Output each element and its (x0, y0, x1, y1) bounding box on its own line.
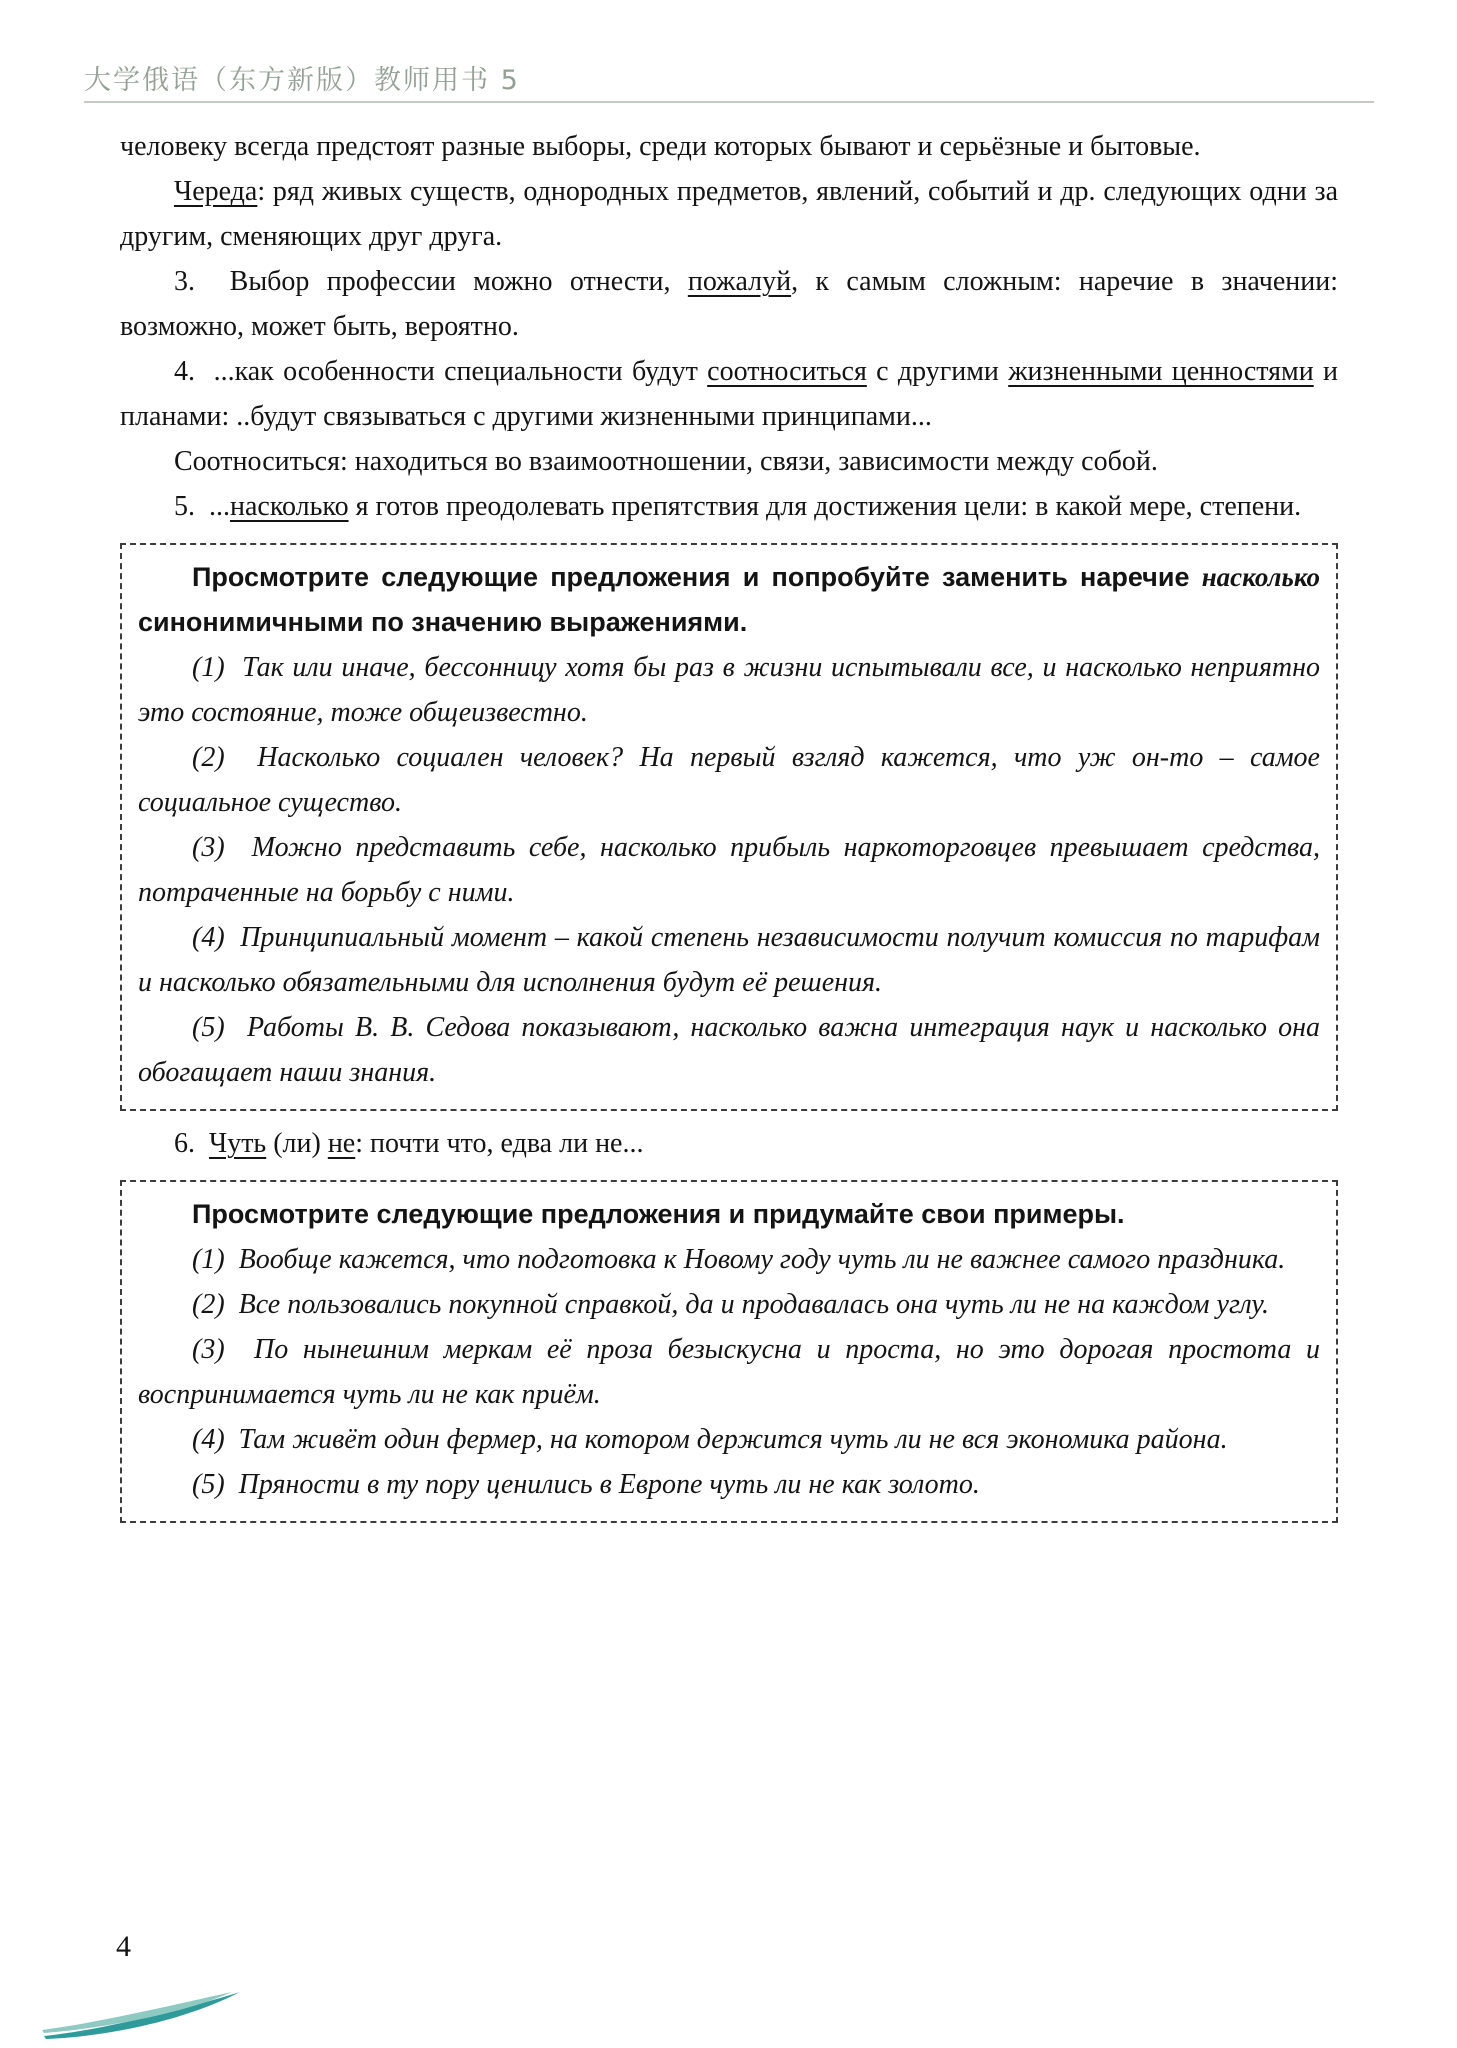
text-segment: жизненными ценностями (1008, 356, 1314, 387)
text-segment: соотноситься (707, 356, 867, 387)
exercise-example-list (138, 645, 1320, 1095)
paragraph (120, 124, 1338, 169)
text-segment: : ряд живых существ, однородных предметов, явлений, событий и др. следующих одни за другим, сменяющих друг друга. (120, 176, 1338, 252)
paragraph (120, 169, 1338, 259)
example-sentence: (1) Вообще кажется, что подготовка к Новому году чуть ли не важнее самого праздника. (192, 1244, 1286, 1275)
text-segment: насколько (230, 491, 349, 522)
text-segment: насколько (1201, 562, 1320, 592)
header-divider (84, 101, 1374, 103)
text-segment: я готов преодолевать препятствия для достижения цели: в какой мере, степени. (348, 491, 1302, 522)
text-segment: 4. ...как особенности специальности будут (174, 356, 708, 387)
text-segment: человеку всегда предстоят разные выборы, среди которых бывают и серьёзные и бытовые. (120, 131, 1201, 162)
text-segment: и планами: ..будут связываться с другими жизненными принципами... (120, 356, 1338, 432)
paragraph (120, 439, 1338, 484)
example-sentence: (4) Принципиальный момент – какой степень независимости получит комиссия по тарифам и насколько обязательными для исполнения будут её решения. (138, 922, 1320, 998)
text-segment: синонимичными по значению выражениями. (138, 607, 748, 637)
text-segment: (ли) (266, 1128, 328, 1159)
text-segment: Просмотрите следующие предложения и придумайте свои примеры. (192, 1199, 1125, 1229)
example-sentence: (3) По нынешним меркам её проза безыскусна и проста, но это дорогая простота и воспринимается чуть ли не как приём. (138, 1334, 1320, 1410)
exercise-example-list (138, 1237, 1320, 1507)
paragraph (120, 484, 1338, 529)
page-number: 4 (116, 1930, 131, 1963)
text-segment: Соотноситься: находиться во взаимоотношении, связи, зависимости между собой. (174, 446, 1158, 477)
example-sentence: (2) Насколько социален человек? На первый взгляд кажется, что уж он-то – самое социальное существо. (138, 742, 1320, 818)
text-segment: 5. ... (174, 491, 230, 522)
example-sentence: (1) Так или иначе, бессонницу хотя бы раз в жизни испытывали все, и насколько неприятно это состояние, тоже общеизвестно. (138, 652, 1320, 728)
example-sentence: (5) Пряности в ту пору ценились в Европе чуть ли не как золото. (192, 1469, 980, 1500)
exercise-box-naskolko (120, 543, 1338, 1111)
exercise-box-chut-li-ne (120, 1180, 1338, 1523)
text-segment: 3. Выбор профессии можно отнести, (174, 266, 688, 297)
text-segment: Чуть (209, 1128, 267, 1159)
text-segment: с другими (866, 356, 1009, 387)
text-segment: , к самым сложным: наречие в значении: возможно, может быть, вероятно. (120, 266, 1338, 342)
text-segment: Просмотрите следующие предложения и попробуйте заменить наречие (192, 562, 1202, 592)
body-paragraphs (120, 124, 1338, 529)
example-sentence: (2) Все пользовались покупной справкой, да и продавалась она чуть ли не на каждом углу. (192, 1289, 1270, 1320)
text-segment: не (327, 1128, 356, 1159)
text-segment: 6. (174, 1128, 209, 1159)
exercise-instruction (138, 1192, 1320, 1237)
page-content (120, 124, 1338, 1533)
text-segment: пожалуй (687, 266, 792, 297)
paragraph (120, 259, 1338, 349)
exercise-instruction (138, 555, 1320, 645)
example-sentence: (3) Можно представить себе, насколько прибыль наркоторговцев превышает средства, потраченные на борьбу с ними. (138, 832, 1320, 908)
text-segment: Череда (174, 176, 258, 207)
text-segment: : почти что, едва ли не... (355, 1128, 644, 1159)
example-sentence: (5) Работы В. В. Седова показывают, насколько важна интеграция наук и насколько она обогащает наши знания. (138, 1012, 1320, 1088)
paragraph (120, 349, 1338, 439)
footer-swoosh-icon (42, 1990, 242, 2040)
running-header-title: 大学俄语（东方新版）教师用书 5 (84, 65, 520, 96)
paragraph-item-6 (120, 1121, 1338, 1166)
example-sentence: (4) Там живёт один фермер, на котором держится чуть ли не вся экономика района. (192, 1424, 1228, 1455)
